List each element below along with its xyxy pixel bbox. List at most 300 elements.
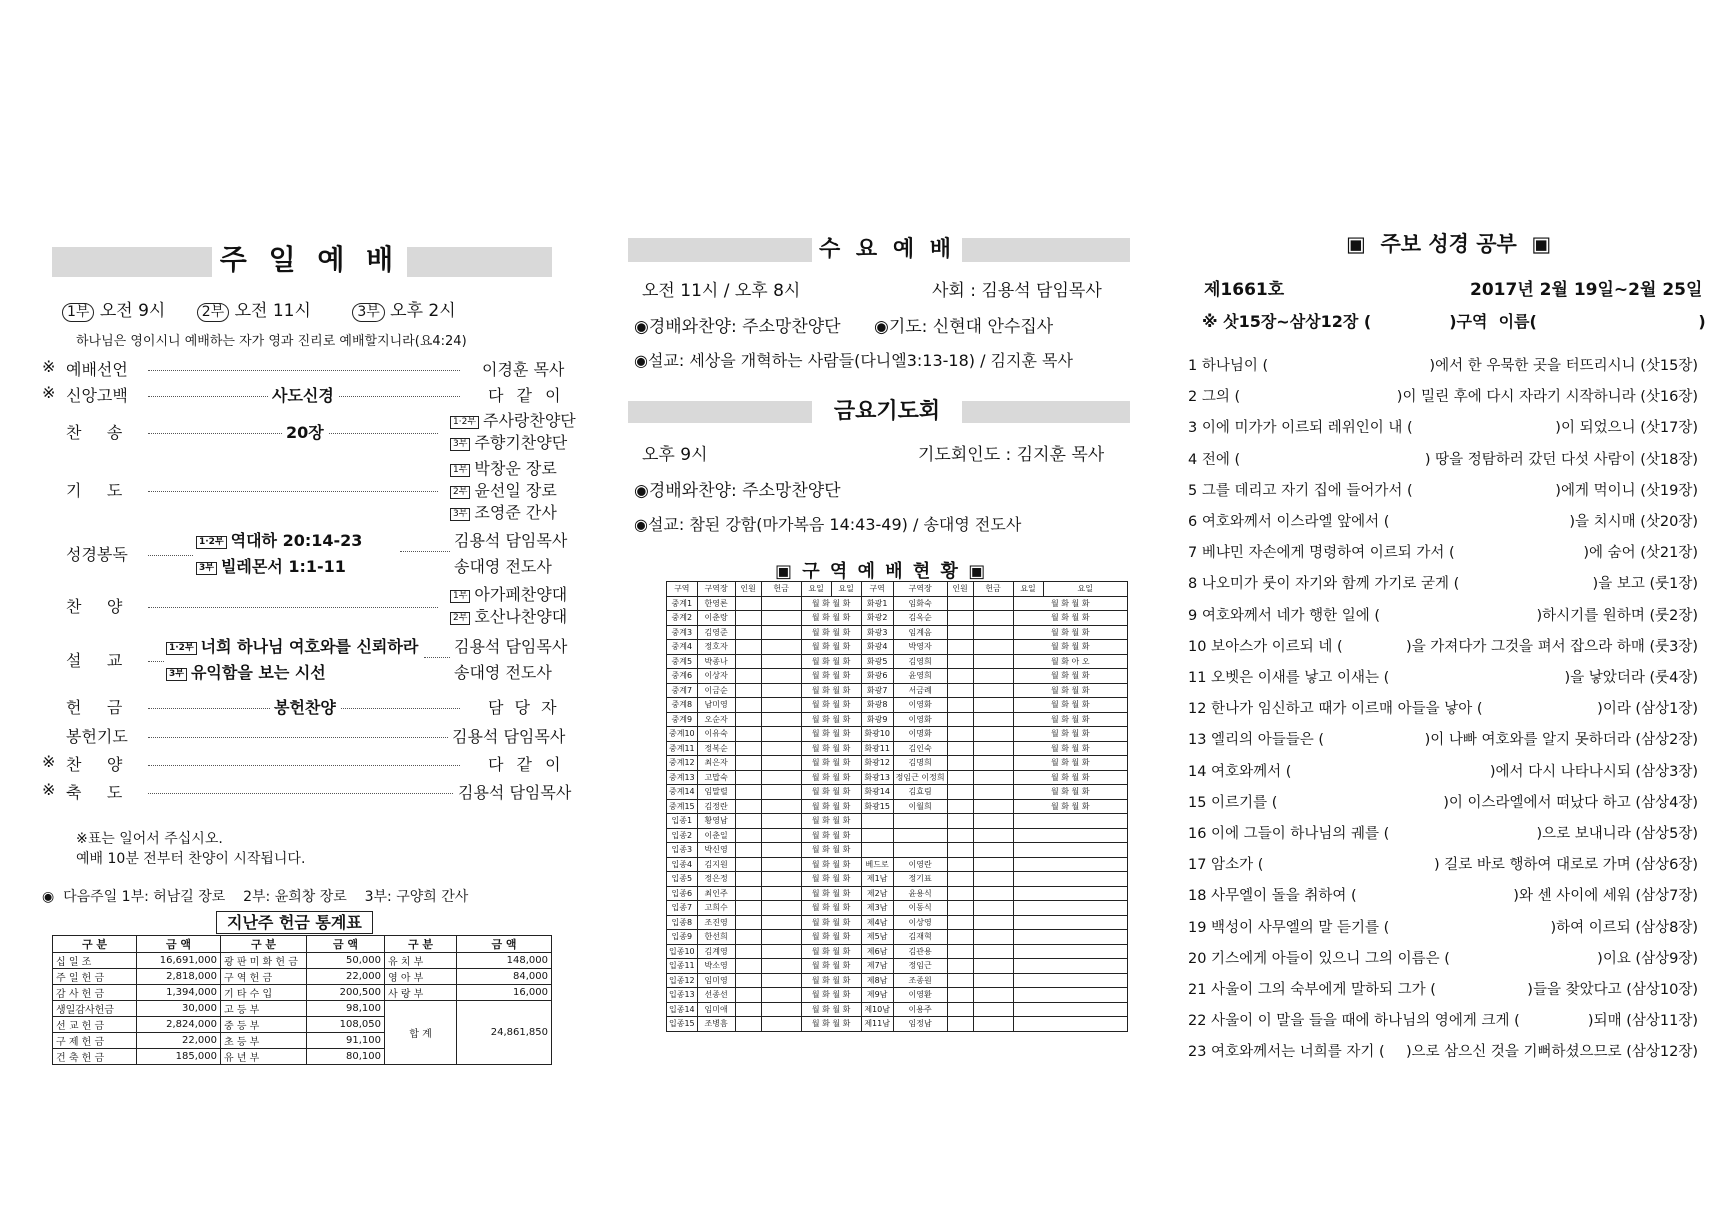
- question-item: [1188, 635, 1698, 656]
- cell-table-cell: 월 화 월 화: [801, 770, 861, 785]
- question-answer-blank[interactable]: [1240, 385, 1397, 406]
- cell-table-cell: 오순자: [697, 712, 735, 727]
- cell-table-cell: [761, 611, 801, 626]
- cell-table-cell: [761, 698, 801, 713]
- question-answer-blank[interactable]: [1459, 572, 1592, 593]
- cell-table-cell: 월 화 월 화: [801, 886, 861, 901]
- order-right-1: 다 같 이: [488, 386, 565, 405]
- offering-header: 구 분: [53, 936, 137, 953]
- offering-header: 구 분: [221, 936, 307, 953]
- table-row: [667, 828, 1128, 843]
- question-prompt: 13 엘리의 아들들은 (: [1188, 732, 1324, 749]
- cell-table-cell: 화광6: [861, 669, 893, 684]
- prayer-3: 조영준 간사: [474, 503, 557, 522]
- next-week: ◉ 다음주일 1부: 허남길 장로 2부: 윤희창 장로 3부: 구양희 간사: [42, 889, 469, 905]
- cell-table-cell: 월 화 월 화: [801, 857, 861, 872]
- cell-table-cell: 월 화 월 화: [801, 901, 861, 916]
- cell-table-cell: [947, 944, 973, 959]
- choir-2: 호산나찬양대: [474, 607, 568, 626]
- cell-table-cell: 입종1: [667, 814, 698, 829]
- order-right-6a: 김용석 담임목사: [454, 637, 568, 656]
- cell-table-cell: 정임근 이정희: [893, 770, 947, 785]
- cell-table-cell: 제6남: [861, 944, 893, 959]
- cell-table-cell: [947, 857, 973, 872]
- question-item: [1188, 604, 1698, 625]
- question-prompt: 5 그를 데리고 자기 집에 들어가서 (: [1188, 482, 1413, 499]
- cell-table-cell: 화광1: [861, 596, 893, 611]
- offering-cell: 십 일 조: [53, 953, 137, 969]
- order-right-2b: [450, 430, 567, 453]
- cell-table-cell: [947, 654, 973, 669]
- cell-table-cell: 입종12: [667, 973, 698, 988]
- cell-table-cell: 제8남: [861, 973, 893, 988]
- order-right-3c: [450, 500, 557, 523]
- question-prompt: 2 그의 (: [1188, 389, 1241, 406]
- cell-table-cell: [735, 683, 761, 698]
- cell-header: 구역장: [893, 582, 947, 597]
- cell-table-cell: [761, 857, 801, 872]
- question-rest: )을 보고 (룻1장): [1592, 576, 1698, 593]
- cell-table-cell: 이상자: [697, 669, 735, 684]
- sermon-2: 유익함을 보는 시선: [190, 663, 326, 682]
- order-right-5b: [450, 604, 567, 627]
- question-item: [1188, 541, 1698, 562]
- cell-table-cell: 월 화 월 화: [1013, 611, 1127, 626]
- cell-table-cell: 입종13: [667, 988, 698, 1003]
- cell-table-cell: [1013, 872, 1127, 887]
- cell-table-cell: 월 화 월 화: [801, 756, 861, 771]
- question-prompt: 20 기스에게 아들이 있으니 그의 이름은 (: [1188, 950, 1450, 967]
- cell-header: 인원: [735, 582, 761, 597]
- cell-table-cell: 중계3: [667, 625, 698, 640]
- tag-1부: 1부: [450, 590, 470, 603]
- cell-table-cell: 화광8: [861, 698, 893, 713]
- cell-table-cell: 이영환: [893, 988, 947, 1003]
- cell-table-cell: 입종8: [667, 915, 698, 930]
- question-item: [1188, 448, 1698, 469]
- order-right-9: 다 같 이: [488, 755, 565, 774]
- offering-table: [52, 935, 552, 1065]
- cell-table-cell: [761, 669, 801, 684]
- scripture-1: 역대하 20:14-23: [230, 531, 363, 550]
- cell-table-cell: [947, 973, 973, 988]
- table-row: [667, 959, 1128, 974]
- cell-table-cell: [761, 828, 801, 843]
- cell-table-cell: [1013, 944, 1127, 959]
- order-label-9: 찬 양: [66, 755, 123, 774]
- cell-table-cell: 월 화 월 화: [801, 698, 861, 713]
- cell-table-cell: [761, 741, 801, 756]
- question-answer-blank[interactable]: [1389, 510, 1569, 531]
- question-answer-blank[interactable]: [1343, 635, 1406, 656]
- question-answer-blank[interactable]: [1413, 479, 1556, 500]
- cell-table-cell: [761, 886, 801, 901]
- question-rest: )하여 이르되 (삼상8장): [1550, 919, 1698, 936]
- cell-table-cell: [973, 1002, 1013, 1017]
- cell-table-cell: 임계음: [893, 625, 947, 640]
- question-item: [1188, 1040, 1698, 1061]
- cell-table-cell: [947, 988, 973, 1003]
- cell-table-cell: 윤영희: [893, 669, 947, 684]
- order-center-4b: [196, 554, 346, 577]
- prayer-2: 윤선일 장로: [474, 481, 557, 500]
- question-answer-blank[interactable]: [1389, 822, 1536, 843]
- cell-table-cell: 화광11: [861, 741, 893, 756]
- cell-table-cell: 박소영: [697, 959, 735, 974]
- offering-cell: 감 사 헌 금: [53, 985, 137, 1001]
- cell-table-cell: [761, 640, 801, 655]
- cell-table-cell: [735, 959, 761, 974]
- cell-table-cell: [761, 1017, 801, 1032]
- cell-table-cell: 정은정: [697, 872, 735, 887]
- cell-table-cell: 임정남: [893, 1017, 947, 1032]
- cell-table-cell: [735, 973, 761, 988]
- cell-table-cell: [1013, 828, 1127, 843]
- question-item: [1188, 510, 1698, 531]
- cell-table-cell: [1013, 973, 1127, 988]
- cell-table-cell: 이춘일: [697, 828, 735, 843]
- cell-table-cell: 김인숙: [893, 741, 947, 756]
- order-mark-1: ※: [42, 383, 56, 402]
- cell-table-cell: 입종10: [667, 944, 698, 959]
- table-row: [667, 596, 1128, 611]
- order-mark-0: ※: [42, 357, 56, 376]
- wednesday-title: 수 요 예 배: [812, 235, 962, 265]
- cell-header: 요일: [831, 582, 861, 597]
- cell-table-cell: [973, 756, 1013, 771]
- cell-table-cell: 입종9: [667, 930, 698, 945]
- service-tag-3: 3부: [352, 303, 384, 322]
- cell-table-cell: 중계12: [667, 756, 698, 771]
- order-label-7: 헌 금: [66, 698, 123, 717]
- cell-table-cell: [735, 944, 761, 959]
- cell-table-cell: [735, 640, 761, 655]
- wednesday-host: 사회 : 김용석 담임목사: [932, 281, 1102, 301]
- cell-table-cell: [947, 770, 973, 785]
- question-answer-blank[interactable]: [1385, 1040, 1406, 1061]
- table-row: [667, 872, 1128, 887]
- question-answer-blank[interactable]: [1324, 728, 1425, 749]
- question-rest: )와 센 사이에 세워 (삼상7장): [1513, 888, 1698, 905]
- cell-table-cell: [735, 1002, 761, 1017]
- cell-table-cell: 최은자: [697, 756, 735, 771]
- question-prompt: 8 나오미가 룻이 자기와 함께 가기로 굳게 (: [1188, 576, 1460, 593]
- cell-table-cell: [735, 857, 761, 872]
- offering-cell: 98,100: [307, 1001, 385, 1017]
- question-rest: )에게 먹이니 (삿19장): [1555, 482, 1698, 499]
- table-row: [667, 770, 1128, 785]
- table-row: [667, 930, 1128, 945]
- table-row: [667, 1002, 1128, 1017]
- cell-table-cell: 월 화 월 화: [1013, 785, 1127, 800]
- cell-table-cell: 월 화 월 화: [1013, 770, 1127, 785]
- cell-table-cell: [761, 988, 801, 1003]
- cell-table-cell: [735, 785, 761, 800]
- cell-table-cell: 입종15: [667, 1017, 698, 1032]
- cell-table-cell: 한영론: [697, 596, 735, 611]
- table-row: [667, 973, 1128, 988]
- question-prompt: 15 이르기를 (: [1188, 794, 1278, 811]
- order-right-4b: 송대영 전도사: [454, 557, 552, 576]
- cell-table-cell: [973, 901, 1013, 916]
- cell-table-cell: 월 화 월 화: [801, 872, 861, 887]
- offering-total-value: 24,861,850: [457, 1001, 552, 1065]
- prayer-1: 박창운 장로: [474, 459, 557, 478]
- cell-table-cell: 월 화 월 화: [801, 611, 861, 626]
- cell-table-cell: 중계4: [667, 640, 698, 655]
- cell-table-cell: 이영란: [893, 857, 947, 872]
- cell-table-cell: [735, 843, 761, 858]
- cell-table-cell: [761, 770, 801, 785]
- cell-table-cell: 이동식: [893, 901, 947, 916]
- cell-table-cell: [761, 799, 801, 814]
- cell-table-cell: 제5남: [861, 930, 893, 945]
- question-answer-blank[interactable]: [1263, 853, 1434, 874]
- cell-table-cell: [1013, 901, 1127, 916]
- cell-table-cell: [761, 959, 801, 974]
- order-mark-9: ※: [42, 752, 56, 771]
- cell-table-cell: [761, 756, 801, 771]
- order-right-0: 이경훈 목사: [482, 360, 565, 379]
- cell-table-cell: 조병흠: [697, 1017, 735, 1032]
- cell-table-cell: [1013, 814, 1127, 829]
- order-label-5: 찬 양: [66, 597, 123, 616]
- question-answer-blank[interactable]: [1520, 1009, 1588, 1030]
- cell-table-cell: 월 화 월 화: [1013, 698, 1127, 713]
- question-answer-blank[interactable]: [1436, 978, 1527, 999]
- offering-cell: 고 등 부: [221, 1001, 307, 1017]
- tag-2부: 2부: [450, 486, 470, 499]
- question-prompt: 10 보아스가 이르되 네 (: [1188, 638, 1343, 655]
- table-row: [667, 712, 1128, 727]
- cell-table-cell: 임화숙: [893, 596, 947, 611]
- cell-table-cell: 최인주: [697, 886, 735, 901]
- offering-cell: 사 랑 부: [385, 985, 457, 1001]
- cell-table-cell: [947, 640, 973, 655]
- cell-table-cell: 월 화 월 화: [801, 654, 861, 669]
- table-row: [53, 953, 552, 969]
- offering-cell: 유 치 부: [385, 953, 457, 969]
- cell-table-cell: [861, 843, 893, 858]
- cell-table-cell: 화광9: [861, 712, 893, 727]
- order-center-7: 봉헌찬양: [270, 695, 340, 718]
- cell-table-cell: 월 화 월 화: [801, 625, 861, 640]
- cell-table-cell: [1013, 988, 1127, 1003]
- praise-team-2: 주향기찬양단: [474, 433, 568, 452]
- cell-header: 구역: [861, 582, 893, 597]
- cell-header: 헌금: [761, 582, 801, 597]
- question-rest: )이 밀린 후에 다시 자라기 시작하니라 (삿16장): [1396, 389, 1698, 406]
- cell-table-cell: [947, 611, 973, 626]
- question-item: [1188, 947, 1698, 968]
- question-answer-blank[interactable]: [1277, 791, 1443, 812]
- question-prompt: 3 이에 미가가 이르되 레위인이 내 (: [1188, 420, 1413, 437]
- cell-table-cell: [973, 712, 1013, 727]
- question-answer-blank[interactable]: [1240, 448, 1425, 469]
- question-answer-blank[interactable]: [1483, 697, 1598, 718]
- cell-table-cell: 월 화 월 화: [801, 930, 861, 945]
- cell-table-cell: 선종선: [697, 988, 735, 1003]
- cell-table-cell: [973, 828, 1013, 843]
- order-mark-10: ※: [42, 780, 56, 799]
- cell-table-cell: 중계14: [667, 785, 698, 800]
- question-item: [1188, 572, 1698, 593]
- offering-cell: 108,050: [307, 1017, 385, 1033]
- cell-table-cell: 제2남: [861, 886, 893, 901]
- offering-cell: 30,000: [137, 1001, 221, 1017]
- offering-cell: 80,100: [307, 1049, 385, 1065]
- question-prompt: 7 베냐민 자손에게 명령하여 이르되 가서 (: [1188, 545, 1455, 562]
- cell-table-cell: 이용주: [893, 1002, 947, 1017]
- cell-table-cell: [947, 1002, 973, 1017]
- table-row: [667, 1017, 1128, 1032]
- question-item: [1188, 978, 1698, 999]
- offering-title: 지난주 헌금 통계표: [216, 911, 373, 934]
- question-answer-blank[interactable]: [1413, 416, 1556, 437]
- question-item: [1188, 760, 1698, 781]
- order-label-10: 축 도: [66, 783, 123, 802]
- question-answer-blank[interactable]: [1389, 666, 1564, 687]
- tag-1-2부: 1·2부: [450, 416, 479, 429]
- cell-table-cell: [735, 596, 761, 611]
- cell-table-cell: 월 화 월 화: [801, 669, 861, 684]
- offering-cell: 16,000: [457, 985, 552, 1001]
- cell-table-cell: 월 화 월 화: [1013, 756, 1127, 771]
- order-right-3b: [450, 478, 557, 501]
- order-center-2: 20장: [282, 420, 328, 443]
- question-rest: )을 가져다가 그것을 펴서 잡으라 하매 (룻3장): [1406, 638, 1698, 655]
- order-label-1: 신앙고백: [66, 386, 128, 405]
- question-item: [1188, 791, 1698, 812]
- order-right-2a: [450, 408, 576, 431]
- table-row: [53, 1001, 552, 1017]
- wednesday-praise: ◉경배와찬양: 주소망찬양단: [634, 317, 841, 337]
- question-answer-blank[interactable]: [1357, 884, 1514, 905]
- cell-table-cell: 화광4: [861, 640, 893, 655]
- service-time-1: 오전 9시: [99, 301, 166, 321]
- table-row: [667, 640, 1128, 655]
- cell-table-cell: [973, 727, 1013, 742]
- cell-table-cell: [735, 872, 761, 887]
- cell-table-cell: [947, 741, 973, 756]
- question-answer-blank[interactable]: [1268, 354, 1429, 375]
- cell-table-cell: [735, 654, 761, 669]
- cell-table-cell: 화광12: [861, 756, 893, 771]
- question-prompt: 9 여호와께서 네가 행한 일에 (: [1188, 607, 1381, 624]
- offering-cell: 200,500: [307, 985, 385, 1001]
- cell-table-cell: [947, 930, 973, 945]
- cell-table-cell: 월 화 월 화: [801, 959, 861, 974]
- cell-table-cell: 월 화 월 화: [801, 814, 861, 829]
- order-label-4: 성경봉독: [66, 545, 128, 564]
- cell-table-cell: [735, 828, 761, 843]
- cell-table-cell: [947, 596, 973, 611]
- question-rest: )으로 보내니라 (삼상5장): [1536, 826, 1698, 842]
- cell-table-cell: [947, 785, 973, 800]
- question-rest: ) 땅을 정탐하러 갔던 다섯 사람이 (삿18장): [1424, 451, 1698, 468]
- order-center-4a: [196, 528, 362, 551]
- question-prompt: 19 백성이 사무엘의 말 듣기를 (: [1188, 919, 1390, 936]
- cell-table-cell: 월 화 월 화: [1013, 683, 1127, 698]
- order-label-3: 기 도: [66, 481, 123, 500]
- cell-table-cell: [735, 915, 761, 930]
- order-label-8: 봉헌기도: [66, 727, 128, 746]
- offering-cell: 구 제 헌 금: [53, 1033, 137, 1049]
- cell-table-cell: 임미영: [697, 973, 735, 988]
- table-row: [53, 985, 552, 1001]
- question-answer-blank[interactable]: [1389, 916, 1550, 937]
- cell-table-cell: [947, 828, 973, 843]
- cell-header: 구역: [667, 582, 698, 597]
- cell-table-cell: [735, 988, 761, 1003]
- table-row: [667, 799, 1128, 814]
- cell-table-cell: 김지원: [697, 857, 735, 872]
- offering-cell: 광 판 미 화 헌 금: [221, 953, 307, 969]
- cell-table-cell: [735, 901, 761, 916]
- cell-table-cell: 제3남: [861, 901, 893, 916]
- cell-table-cell: 월 화 월 화: [801, 944, 861, 959]
- offering-cell: 50,000: [307, 953, 385, 969]
- cell-table-cell: [735, 1017, 761, 1032]
- question-rest: )을 낳았더라 (룻4장): [1564, 670, 1698, 686]
- question-answer-blank[interactable]: [1291, 760, 1490, 781]
- offering-cell: 생일감사헌금: [53, 1001, 137, 1017]
- cell-table-cell: 입종7: [667, 901, 698, 916]
- cell-table-cell: [1013, 930, 1127, 945]
- table-row: [667, 625, 1128, 640]
- tag-3부: 3부: [166, 668, 187, 681]
- cell-table-cell: 중계15: [667, 799, 698, 814]
- cell-table-cell: 월 화 월 화: [801, 683, 861, 698]
- question-rest: )되매 (삼상11장): [1587, 1013, 1698, 1030]
- cell-table-cell: 정기표: [893, 872, 947, 887]
- question-answer-blank[interactable]: [1455, 541, 1584, 562]
- cell-table-cell: [947, 799, 973, 814]
- question-answer-blank[interactable]: [1380, 604, 1537, 625]
- cell-table-cell: 제9남: [861, 988, 893, 1003]
- question-rest: )이 되었으니 (삿17장): [1555, 420, 1698, 437]
- cell-table-cell: 제10남: [861, 1002, 893, 1017]
- cell-table-cell: [947, 814, 973, 829]
- question-answer-blank[interactable]: [1450, 947, 1597, 968]
- offering-cell: 16,691,000: [137, 953, 221, 969]
- table-row: [667, 857, 1128, 872]
- cell-table-cell: [893, 814, 947, 829]
- tag-3부: 3부: [450, 508, 470, 521]
- cell-header: 요일: [801, 582, 831, 597]
- offering-cell: 기 타 수 입: [221, 985, 307, 1001]
- cell-header: 요일: [1043, 582, 1127, 597]
- order-right-5a: [450, 582, 567, 605]
- table-row: [667, 669, 1128, 684]
- cell-table-cell: [947, 683, 973, 698]
- cell-table-cell: 화광13: [861, 770, 893, 785]
- cell-table-cell: 입종3: [667, 843, 698, 858]
- table-row: [53, 969, 552, 985]
- question-prompt: 18 사무엘이 돌을 취하여 (: [1188, 888, 1357, 905]
- question-rest: )이 나빠 여호와를 알지 못하더라 (삼상2장): [1424, 732, 1698, 749]
- cell-table-cell: [893, 828, 947, 843]
- cell-table-cell: 박신영: [697, 843, 735, 858]
- cell-table-cell: [1013, 959, 1127, 974]
- question-prompt: 22 사울이 이 말을 들을 때에 하나님의 영에게 크게 (: [1188, 1013, 1520, 1030]
- cell-table-cell: [735, 611, 761, 626]
- cell-table-cell: [1013, 1002, 1127, 1017]
- question-item: [1188, 385, 1698, 406]
- order-label-6: 설 교: [66, 651, 123, 670]
- cell-table-cell: 월 화 월 화: [801, 915, 861, 930]
- cell-table-cell: 월 화 월 화: [801, 828, 861, 843]
